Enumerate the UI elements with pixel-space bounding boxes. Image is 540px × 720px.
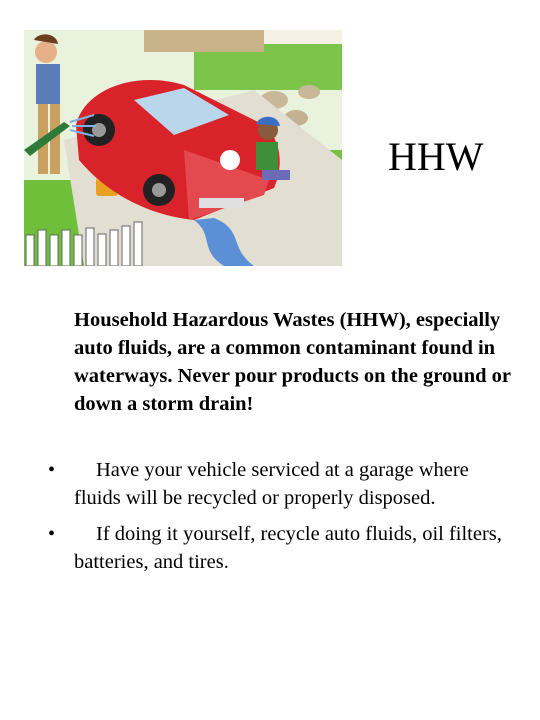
bullet-text: Have your vehicle serviced at a garage where fluids will be recycled or properly disposed. (74, 459, 469, 509)
car-wash-drawing (24, 30, 342, 266)
bullet-icon: • (48, 523, 56, 545)
car-wash-illustration (24, 30, 342, 266)
slide-title: HHW (388, 134, 484, 179)
bullet-list (48, 456, 504, 584)
intro-paragraph: Household Hazardous Wastes (HHW), especially auto fluids, are a common contaminant found in waterways. Never pour products on the ground or down a storm drain! (74, 309, 511, 415)
list-item (48, 456, 504, 512)
bullet-icon: • (48, 459, 56, 481)
bullet-text: If doing it yourself, recycle auto fluids, oil filters, batteries, and tires. (74, 523, 502, 573)
list-item (48, 520, 504, 576)
